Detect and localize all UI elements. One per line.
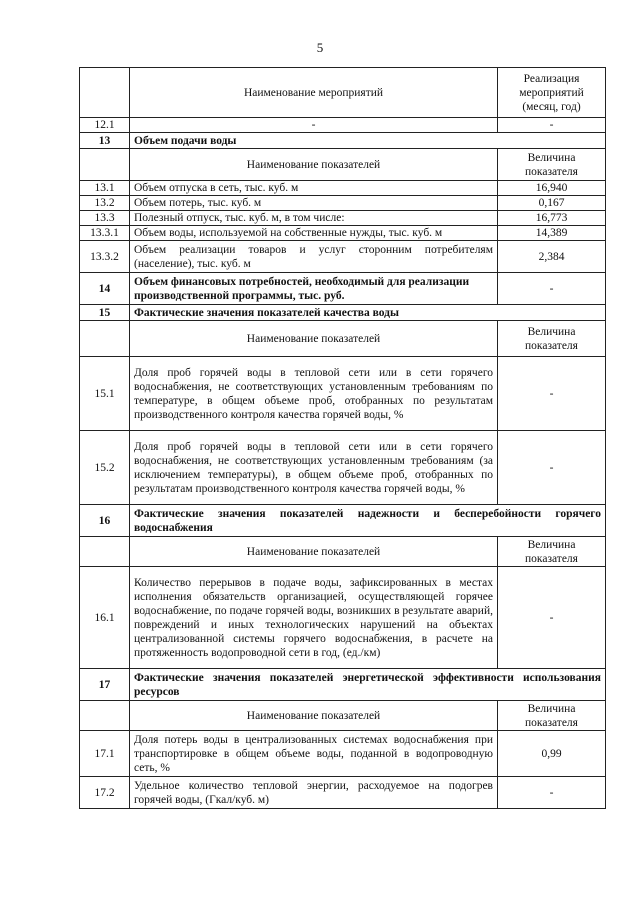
header-num-cell xyxy=(80,68,130,118)
row-name: Количество перерывов в подаче воды, зафиксированных в местах исполнения обязательств организацией, осуществляющей горячее водоснабжение, по подаче горячей воды, возникших в результате аварий, повреждений и иных технологических нарушений на объектах централизованной системы горячего водоснабжения, в расчете на протяженность водопроводной сети в год, (ед./км) xyxy=(130,567,498,669)
table-row xyxy=(80,241,606,273)
row-number: 12.1 xyxy=(80,118,130,133)
row-value: 2,384 xyxy=(498,241,606,273)
section-number: 16 xyxy=(80,505,130,537)
row-name: Объем потерь, тыс. куб. м xyxy=(130,196,498,211)
section-row xyxy=(80,669,606,701)
table-header-row xyxy=(80,68,606,118)
table-row xyxy=(80,181,606,196)
section-title: Фактические значения показателей энергетической эффективности использования ресурсов xyxy=(130,669,606,701)
row-value: 16,940 xyxy=(498,181,606,196)
header-events: Наименование мероприятий xyxy=(130,68,498,118)
row-number: 15.2 xyxy=(80,431,130,505)
header-value: Величина показателя xyxy=(498,701,606,731)
header-realization: Реализация мероприятий (месяц, год) xyxy=(498,68,606,118)
table-row xyxy=(80,777,606,809)
row-name: Удельное количество тепловой энергии, расходуемое на подогрев горячей воды, (Гкал/куб. м) xyxy=(130,777,498,809)
row-number: 13.3.1 xyxy=(80,226,130,241)
row-value: 0,99 xyxy=(498,731,606,777)
row-value: 0,167 xyxy=(498,196,606,211)
row-value: - xyxy=(498,357,606,431)
header-num-cell xyxy=(80,321,130,357)
header-indicators: Наименование показателей xyxy=(130,701,498,731)
row-value: - xyxy=(498,777,606,809)
row-name: Объем отпуска в сеть, тыс. куб. м xyxy=(130,181,498,196)
section-row xyxy=(80,305,606,321)
row-number: 16.1 xyxy=(80,567,130,669)
row-name: Доля проб горячей воды в тепловой сети или в сети горячего водоснабжения, не соответствующих установленным требованиям по температуре, в общем объеме проб, отобранных по результатам производственного контроля качества горячей воды, % xyxy=(130,357,498,431)
row-value: 16,773 xyxy=(498,211,606,226)
table-row xyxy=(80,357,606,431)
section-number: 13 xyxy=(80,133,130,149)
row-name: Доля потерь воды в централизованных системах водоснабжения при транспортировке в общем объеме воды, поданной в водопроводную сеть, % xyxy=(130,731,498,777)
row-name: Объем реализации товаров и услуг сторонним потребителям (население), тыс. куб. м xyxy=(130,241,498,273)
table-row xyxy=(80,431,606,505)
row-value: - xyxy=(498,431,606,505)
row-number: 13.2 xyxy=(80,196,130,211)
row-value: - xyxy=(498,118,606,133)
page-number: 5 xyxy=(316,40,324,55)
row-number: 17.1 xyxy=(80,731,130,777)
row-value: 14,389 xyxy=(498,226,606,241)
indicator-header-row xyxy=(80,149,606,181)
row-value: - xyxy=(498,273,606,305)
indicator-header-row xyxy=(80,321,606,357)
row-number: 17.2 xyxy=(80,777,130,809)
table-row xyxy=(80,731,606,777)
header-value: Величина показателя xyxy=(498,149,606,181)
section-row xyxy=(80,273,606,305)
row-name: Полезный отпуск, тыс. куб. м, в том числе: xyxy=(130,211,498,226)
section-title: Объем финансовых потребностей, необходимый для реализации производственной программы, тыс. руб. xyxy=(130,273,498,305)
header-num-cell xyxy=(80,701,130,731)
table-row xyxy=(80,118,606,133)
section-number: 15 xyxy=(80,305,130,321)
header-num-cell xyxy=(80,537,130,567)
row-number: 15.1 xyxy=(80,357,130,431)
header-value: Величина показателя xyxy=(498,321,606,357)
section-row xyxy=(80,505,606,537)
header-indicators: Наименование показателей xyxy=(130,537,498,567)
row-number: 13.3.2 xyxy=(80,241,130,273)
section-title: Фактические значения показателей надежности и бесперебойности горячего водоснабжения xyxy=(130,505,606,537)
row-name: Объем воды, используемой на собственные нужды, тыс. куб. м xyxy=(130,226,498,241)
program-table xyxy=(79,67,606,809)
indicator-header-row xyxy=(80,537,606,567)
header-indicators: Наименование показателей xyxy=(130,149,498,181)
section-title: Объем подачи воды xyxy=(130,133,606,149)
table-row xyxy=(80,567,606,669)
header-indicators: Наименование показателей xyxy=(130,321,498,357)
indicator-header-row xyxy=(80,701,606,731)
row-value: - xyxy=(498,567,606,669)
row-number: 13.1 xyxy=(80,181,130,196)
header-num-cell xyxy=(80,149,130,181)
row-name: - xyxy=(130,118,498,133)
table-row xyxy=(80,211,606,226)
row-name: Доля проб горячей воды в тепловой сети или в сети горячего водоснабжения, не соответствующих установленным требованиям (за исключением температуры), в общем объеме проб, отобранных по результатам производственного контроля качества горячей воды, % xyxy=(130,431,498,505)
header-value: Величина показателя xyxy=(498,537,606,567)
table-row xyxy=(80,226,606,241)
section-number: 14 xyxy=(80,273,130,305)
row-number: 13.3 xyxy=(80,211,130,226)
section-row xyxy=(80,133,606,149)
table-row xyxy=(80,196,606,211)
section-title: Фактические значения показателей качества воды xyxy=(130,305,606,321)
section-number: 17 xyxy=(80,669,130,701)
